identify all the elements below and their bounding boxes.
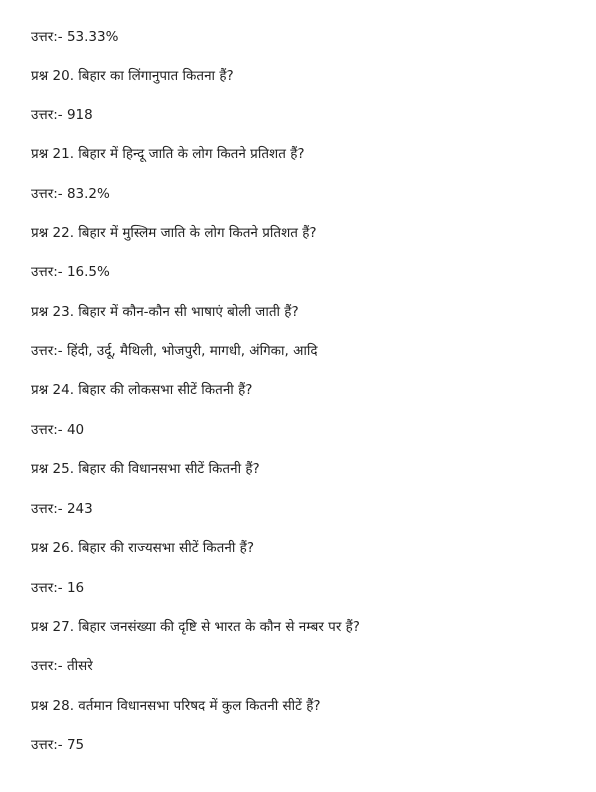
- answer-25: उत्तर:- 243: [31, 501, 93, 517]
- question-21: प्रश्न 21. बिहार में हिन्दू जाति के लोग कितने प्रतिशत हैं?: [31, 146, 305, 162]
- question-25: प्रश्न 25. बिहार की विधानसभा सीटें कितनी हैं?: [31, 461, 260, 477]
- answer-27: उत्तर:- तीसरे: [31, 658, 93, 674]
- question-24: प्रश्न 24. बिहार की लोकसभा सीटें कितनी हैं?: [31, 382, 253, 398]
- answer-26: उत्तर:- 16: [31, 580, 85, 596]
- answer-24: उत्तर:- 40: [31, 422, 85, 438]
- question-28: प्रश्न 28. वर्तमान विधानसभा परिषद में कुल कितनी सीटें हैं?: [31, 698, 321, 714]
- answer-28: उत्तर:- 75: [31, 737, 85, 753]
- answer-22: उत्तर:- 16.5%: [31, 264, 110, 280]
- question-26: प्रश्न 26. बिहार की राज्यसभा सीटें कितनी हैं?: [31, 540, 254, 556]
- question-20: प्रश्न 20. बिहार का लिंगानुपात कितना हैं?: [31, 68, 234, 84]
- question-27: प्रश्न 27. बिहार जनसंख्या की दृष्टि से भारत के कौन से नम्बर पर हैं?: [31, 619, 360, 635]
- answer-23: उत्तर:- हिंदी, उर्दू, मैथिली, भोजपुरी, मागधी, अंगिका, आदि: [31, 343, 318, 359]
- answer-19: उत्तर:- 53.33%: [31, 29, 119, 45]
- question-22: प्रश्न 22. बिहार में मुस्लिम जाति के लोग कितने प्रतिशत हैं?: [31, 225, 317, 241]
- answer-21: उत्तर:- 83.2%: [31, 186, 110, 202]
- answer-20: उत्तर:- 918: [31, 107, 93, 123]
- question-23: प्रश्न 23. बिहार में कौन-कौन सी भाषाएं बोली जाती हैं?: [31, 304, 299, 320]
